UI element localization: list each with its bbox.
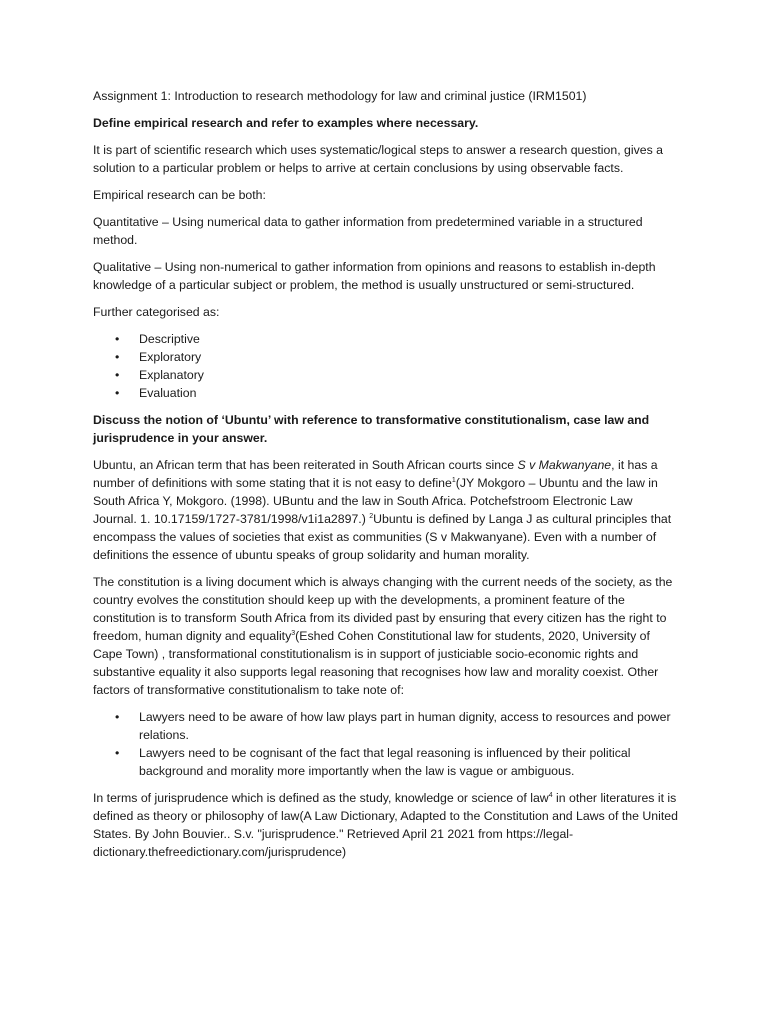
question-2: Discuss the notion of ‘Ubuntu’ with reference to transformative constitutionalism, case law and jurisprudence in your answer. <box>93 413 650 445</box>
ubuntu-text-d: Ubuntu is defined by Langa J as cultural principles that encompass the values of societies that exist as communities (S v Makwanyane). Even with a number of definitions the essence of ubuntu speaks of group solidarity and human morality. <box>93 512 672 562</box>
paragraph-qualitative: Qualitative – Using non-numerical to gather information from opinions and reasons to establish in-depth knowledge of a particular subject or problem, the method is usually unstructured or semi-structured. <box>93 260 656 292</box>
paragraph-ubuntu <box>93 456 678 564</box>
list-item: • Descriptive <box>139 330 678 348</box>
footnote-ref-3: 3 <box>291 629 296 637</box>
category-list <box>93 330 678 402</box>
constitution-text-a: The constitution is a living document which is always changing with the current needs of the society, as the country evolves the constitution should keep up with the developments, a prominent feature of the constitution is to transform South Africa from its divided past by ensuring that every citizen has the right to freedom, human dignity and equality <box>93 575 673 643</box>
list-item: • Exploratory <box>139 348 678 366</box>
question-1: Define empirical research and refer to examples where necessary. <box>93 116 479 130</box>
ubuntu-text-c: (JY Mokgoro – Ubuntu and the law in South Africa Y, Mokgoro. (1998). UBuntu and the law in South Africa. Potchefstroom Electronic Law Journal. 1. 10.17159/1727-3781/1998/v1i1a2897.) <box>93 476 658 526</box>
list-item: • Lawyers need to be aware of how law plays part in human dignity, access to resources and power relations. <box>139 708 678 744</box>
paragraph-constitution <box>93 573 678 699</box>
footnote-ref-1: 1 <box>451 476 456 484</box>
document-title: Assignment 1: Introduction to research methodology for law and criminal justice (IRM1501) <box>93 89 587 103</box>
factors-list <box>93 708 678 780</box>
paragraph-both: Empirical research can be both: <box>93 188 266 202</box>
jurisprudence-text-a: In terms of jurisprudence which is defined as the study, knowledge or science of law <box>93 791 549 805</box>
paragraph-categorised: Further categorised as: <box>93 305 220 319</box>
list-item: • Explanatory <box>139 366 678 384</box>
list-item: • Evaluation <box>139 384 678 402</box>
case-name: S v Makwanyane <box>517 458 612 472</box>
footnote-ref-2: 2 <box>369 512 374 520</box>
ubuntu-text-b: , it has a number of definitions with some stating that it is not easy to define <box>93 458 658 490</box>
paragraph-quantitative: Quantitative – Using numerical data to gather information from predetermined variable in a structured method. <box>93 215 643 247</box>
footnote-ref-4: 4 <box>548 791 553 799</box>
list-item: • Lawyers need to be cognisant of the fact that legal reasoning is influenced by their political background and morality more importantly when the law is vague or ambiguous. <box>139 744 678 780</box>
constitution-text-b: (Eshed Cohen Constitutional law for students, 2020, University of Cape Town) , transformational constitutionalism is in support of justiciable socio-economic rights and substantive equality it also supports legal reasoning that recognises how law and morality coexist. Other factors of transformative constitutionalism to take note of: <box>93 629 659 697</box>
paragraph-definition: It is part of scientific research which uses systematic/logical steps to answer a research question, gives a solution to a particular problem or helps to arrive at certain conclusions by using observable facts. <box>93 143 664 175</box>
jurisprudence-text-b: in other literatures it is defined as theory or philosophy of law(A Law Dictionary, Adapted to the Constitution and Laws of the United States. By John Bouvier.. S.v. "jurisprudence." Retrieved April 21 2021 from https://legal-dictionary.thefreedictionary.com/jurisprudence) <box>93 791 678 859</box>
ubuntu-text-a: Ubuntu, an African term that has been reiterated in South African courts since <box>93 458 518 472</box>
paragraph-jurisprudence <box>93 789 678 861</box>
